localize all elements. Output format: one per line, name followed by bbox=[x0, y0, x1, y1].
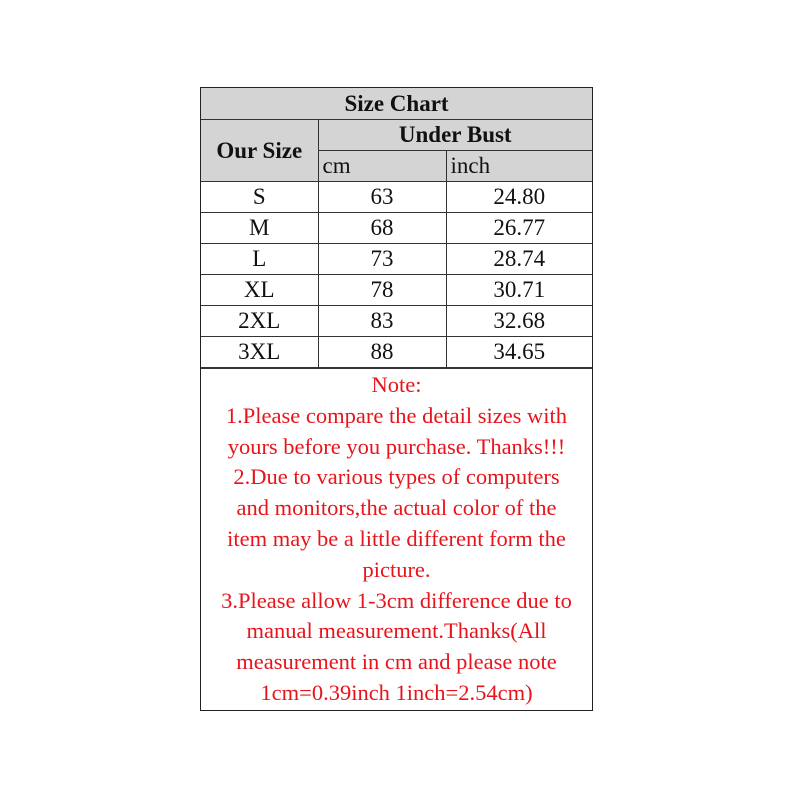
cm-cell: 68 bbox=[318, 213, 446, 244]
header-row bbox=[201, 120, 592, 151]
unit-cm-header: cm bbox=[318, 151, 446, 182]
inch-cell: 24.80 bbox=[446, 182, 592, 213]
size-chart-table bbox=[201, 88, 592, 368]
table-row bbox=[201, 244, 592, 275]
table-row bbox=[201, 306, 592, 337]
note-line: measurement in cm and please note bbox=[236, 649, 557, 675]
table-row bbox=[201, 182, 592, 213]
inch-cell: 32.68 bbox=[446, 306, 592, 337]
cm-cell: 78 bbox=[318, 275, 446, 306]
size-cell: 3XL bbox=[201, 337, 318, 368]
note-line: 1cm=0.39inch 1inch=2.54cm) bbox=[260, 679, 533, 705]
table-title: Size Chart bbox=[201, 88, 592, 120]
note-section bbox=[201, 368, 592, 709]
note-line: item may be a little different form the bbox=[227, 525, 566, 551]
size-cell: L bbox=[201, 244, 318, 275]
unit-inch-header: inch bbox=[446, 151, 592, 182]
size-chart-card bbox=[200, 87, 593, 711]
table-row bbox=[201, 275, 592, 306]
size-cell: M bbox=[201, 213, 318, 244]
note-line: picture. bbox=[362, 556, 431, 582]
size-cell: S bbox=[201, 182, 318, 213]
note-line: manual measurement.Thanks(All bbox=[246, 618, 547, 644]
inch-cell: 34.65 bbox=[446, 337, 592, 368]
table-row bbox=[201, 337, 592, 368]
size-column-header: Our Size bbox=[201, 120, 318, 182]
size-cell: XL bbox=[201, 275, 318, 306]
cm-cell: 73 bbox=[318, 244, 446, 275]
note-line: and monitors,the actual color of the bbox=[236, 495, 557, 521]
note-line: 2.Due to various types of computers bbox=[233, 464, 560, 490]
cm-cell: 63 bbox=[318, 182, 446, 213]
note-line: 1.Please compare the detail sizes with bbox=[225, 402, 568, 428]
size-cell: 2XL bbox=[201, 306, 318, 337]
inch-cell: 30.71 bbox=[446, 275, 592, 306]
table-row bbox=[201, 213, 592, 244]
note-line: 3.Please allow 1-3cm difference due to bbox=[221, 587, 572, 613]
cm-cell: 88 bbox=[318, 337, 446, 368]
under-bust-header: Under Bust bbox=[318, 120, 592, 151]
note-line: yours before you purchase. Thanks!!! bbox=[227, 433, 566, 459]
table-title-row bbox=[201, 88, 592, 120]
note-heading: Note: bbox=[371, 372, 422, 397]
cm-cell: 83 bbox=[318, 306, 446, 337]
inch-cell: 28.74 bbox=[446, 244, 592, 275]
inch-cell: 26.77 bbox=[446, 213, 592, 244]
